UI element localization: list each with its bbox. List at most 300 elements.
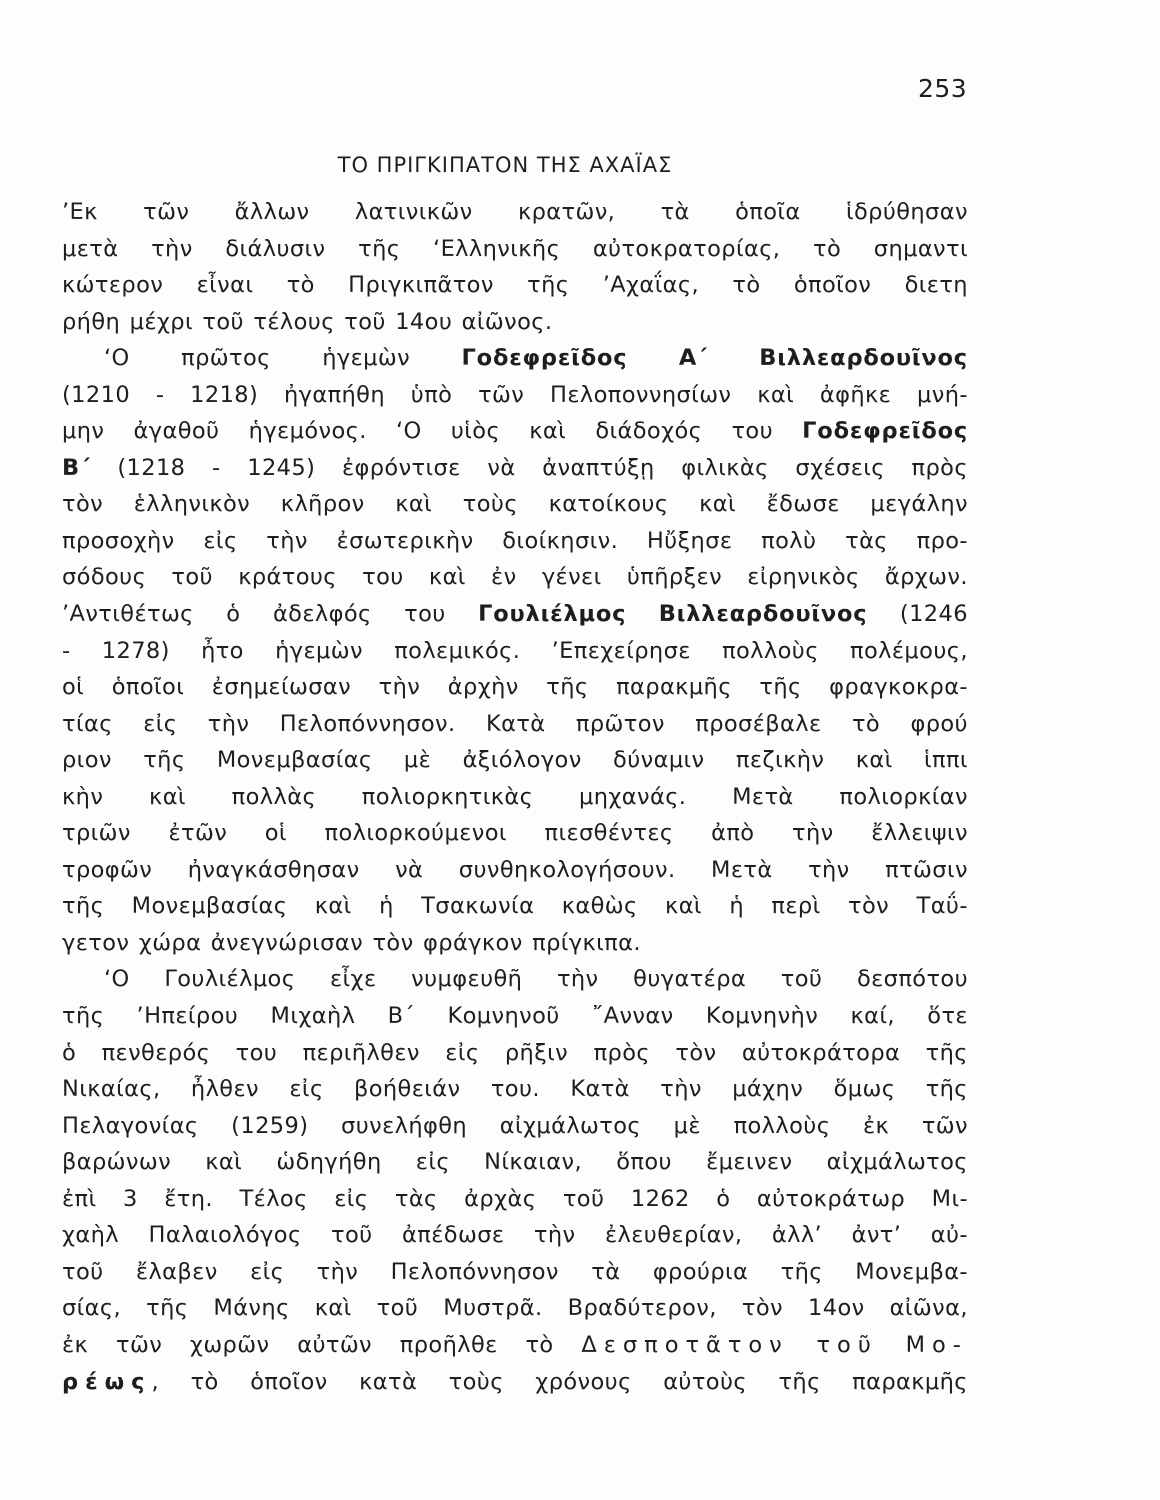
- word: [191, 1364, 219, 1401]
- word-part: ἀξιόλογον: [462, 747, 582, 774]
- word-part: ἀλλ’: [771, 1222, 823, 1249]
- word-part: Μετὰ: [732, 783, 794, 810]
- word: [164, 1181, 213, 1218]
- word-part: καὶ: [665, 893, 702, 920]
- chapter-title: ΤΟ ΠΡΙΓΚΙΠΑΤΟΝ ΤΗΣ ΑΧΑΪΑΣ: [337, 153, 673, 177]
- word-part: ἠναγκάσθησαν: [187, 856, 360, 883]
- word: [191, 1071, 259, 1108]
- word-part: ,: [151, 1368, 160, 1395]
- word: [605, 1217, 742, 1254]
- word: [429, 559, 466, 596]
- word-part: ἄρχων.: [884, 564, 968, 591]
- word: [116, 1327, 162, 1364]
- word: [484, 1144, 582, 1181]
- text-line: [62, 1071, 968, 1108]
- word-part: εἰς: [334, 1185, 369, 1212]
- word: [208, 706, 250, 743]
- word-part: ἐσημείωσαν: [211, 674, 352, 701]
- word-part: τοὺς: [462, 491, 518, 518]
- text-line: [62, 523, 968, 560]
- word: [62, 669, 84, 706]
- word-part: αὐτοκράτωρ: [756, 1185, 906, 1212]
- word-part: του.: [490, 1076, 540, 1103]
- word: [857, 961, 968, 998]
- word: [62, 1181, 97, 1218]
- word-part: τὸ: [286, 272, 315, 299]
- word: [462, 340, 628, 377]
- word-part: ἀδελφός: [272, 601, 372, 628]
- word-part: Πελοπόννησον.: [279, 710, 456, 737]
- word-part: κρατῶν,: [517, 199, 616, 225]
- text-line: [62, 1327, 968, 1364]
- word: [423, 925, 523, 962]
- word-part: καὶ: [314, 893, 352, 920]
- word: [62, 450, 91, 487]
- word-part: διάλυσιν: [225, 235, 326, 262]
- word: [171, 559, 213, 596]
- word-part: αἰῶνος.: [461, 308, 553, 335]
- word: [663, 1364, 747, 1401]
- word-part: Β΄: [62, 454, 91, 481]
- word: [900, 596, 968, 633]
- word-part: παρακμῆς: [852, 1368, 968, 1395]
- word: [871, 815, 968, 852]
- word: [201, 633, 244, 670]
- word-part: Μάνης: [213, 1295, 290, 1322]
- word: [168, 815, 227, 852]
- word-part: τὴν: [151, 235, 193, 262]
- word: [757, 377, 794, 414]
- word-part: τριῶν: [62, 820, 131, 847]
- word: [236, 1035, 278, 1072]
- text-line: [62, 1108, 968, 1145]
- word: [535, 1364, 631, 1401]
- word-part: συνθηκολογήσουν.: [458, 856, 676, 883]
- word: [317, 1254, 359, 1291]
- word: [734, 1108, 831, 1145]
- word: [250, 1364, 327, 1401]
- text-line: [62, 1364, 968, 1401]
- word-part: τὴν: [207, 710, 250, 737]
- text-line: [62, 596, 968, 633]
- word: [732, 267, 760, 304]
- word: [395, 852, 423, 889]
- word: [926, 1071, 968, 1108]
- word: [395, 1181, 438, 1218]
- word: [518, 194, 615, 231]
- word: [500, 1108, 641, 1145]
- word: [447, 998, 559, 1035]
- word: [906, 1327, 968, 1364]
- word-part: Μετὰ: [711, 856, 773, 883]
- word-part: ἡ: [379, 893, 394, 920]
- word-part: Β΄: [387, 1003, 416, 1030]
- word: [276, 1144, 381, 1181]
- word: [462, 304, 553, 341]
- word-part: μάχην: [732, 1076, 804, 1103]
- word: [62, 1327, 88, 1364]
- word-part: τοῦ: [562, 1185, 605, 1212]
- word-part: τὴν: [660, 1076, 702, 1103]
- word: [134, 486, 250, 523]
- word-part: αὐτοκρατορίας,: [592, 235, 781, 262]
- word: [890, 1290, 968, 1327]
- word-part: προσοχὴν: [62, 527, 175, 554]
- word: [711, 852, 773, 889]
- word: [359, 1364, 417, 1401]
- word: [633, 961, 746, 998]
- word-part: Α΄: [678, 345, 708, 372]
- word: [130, 304, 193, 341]
- word-part: Βιλλεαρδουῖνος: [658, 601, 868, 628]
- word-part: τῆς: [358, 235, 401, 262]
- word: [62, 231, 118, 268]
- word: [62, 1217, 119, 1254]
- word-part: ὅπου: [616, 1149, 672, 1176]
- word-part: Μιχαὴλ: [270, 1003, 356, 1030]
- word: [344, 304, 386, 341]
- word-part: Μο-: [905, 1331, 968, 1358]
- word: [631, 1181, 690, 1218]
- text-line: [62, 925, 968, 962]
- word-part: ὁ: [226, 601, 241, 628]
- word-part: εἰρηνικὸς: [747, 564, 860, 591]
- word: [62, 1071, 161, 1108]
- word: [852, 706, 880, 743]
- word: [593, 231, 781, 268]
- word: [315, 888, 352, 925]
- word-part: ἀντ’: [851, 1222, 902, 1249]
- word-part: τοῦ: [171, 564, 213, 591]
- word: [62, 633, 71, 670]
- word-part: ’Αχαΐας,: [602, 272, 700, 299]
- word: [181, 340, 271, 377]
- word-part: γένει: [541, 564, 602, 591]
- word: [851, 998, 895, 1035]
- word-part: διοίκησιν.: [502, 527, 619, 554]
- word: [404, 596, 446, 633]
- word-part: ἠγαπήθη: [283, 381, 386, 408]
- word-part: πολεμικός.: [394, 637, 521, 664]
- word-part: ἔλλειψιν: [871, 820, 968, 847]
- word-part: 1245): [247, 454, 316, 481]
- word-part: τὰ: [660, 199, 690, 225]
- word: [794, 267, 871, 304]
- word-part: Δεσποτᾶτον: [581, 1331, 789, 1358]
- word-part: ἐλευθερίαν,: [604, 1222, 743, 1249]
- word-part: του: [362, 564, 404, 591]
- word-part: -: [212, 454, 221, 481]
- text-line: [62, 961, 968, 998]
- word: [212, 450, 221, 487]
- word: [231, 1108, 308, 1145]
- word-part: Πελαγονίας: [62, 1112, 199, 1139]
- word: [679, 340, 708, 377]
- word: [379, 888, 394, 925]
- word-part: αἰχμάλωτος: [499, 1112, 641, 1139]
- text-line: [62, 231, 968, 268]
- word-part: Τσακωνία: [421, 893, 535, 920]
- word: [761, 523, 816, 560]
- word: [112, 669, 184, 706]
- word-part: ἀνεγνώρισαν: [210, 929, 364, 956]
- word-part: κράτους: [238, 564, 337, 591]
- word: [225, 231, 325, 268]
- word: [62, 742, 112, 779]
- word-part: τῆς: [780, 1258, 823, 1285]
- word-part: πρίγκιπα.: [532, 929, 641, 956]
- word: [62, 523, 175, 560]
- word: [102, 633, 170, 670]
- word-part: τὸν: [848, 893, 890, 920]
- word-part: (1218: [117, 454, 186, 481]
- word: [931, 1217, 968, 1254]
- word-part: ἐκ: [862, 1112, 890, 1139]
- word: [104, 340, 130, 377]
- word: [156, 377, 165, 414]
- word: [546, 669, 588, 706]
- word: [348, 267, 494, 304]
- word-part: σίας,: [62, 1295, 122, 1322]
- word: [303, 1035, 420, 1072]
- word: [616, 669, 732, 706]
- word: [190, 377, 258, 414]
- word-part: ἱππι: [924, 747, 968, 774]
- word: [757, 1181, 905, 1218]
- word: [134, 413, 220, 450]
- word: [421, 888, 534, 925]
- word: [271, 998, 356, 1035]
- word: [62, 815, 131, 852]
- text-line: [62, 267, 968, 304]
- word: [197, 267, 254, 304]
- word-part: καὶ: [757, 381, 795, 408]
- word-part: Ηὔξησε: [646, 527, 733, 554]
- word: [681, 450, 768, 487]
- word: [870, 486, 968, 523]
- word-part: ὁ: [716, 1185, 731, 1212]
- page-number: 253: [918, 74, 968, 103]
- word: [885, 852, 968, 889]
- word-part: Γοδεφρεῖδος: [461, 345, 628, 372]
- word-part: τῆς: [62, 893, 105, 920]
- word-part: ὑπῆρξεν: [626, 564, 723, 591]
- word: [266, 523, 308, 560]
- word-part: τὸ: [732, 272, 761, 299]
- word-part: πενθερός: [101, 1039, 211, 1066]
- word: [926, 1035, 968, 1072]
- word-part: ἡ: [729, 893, 745, 920]
- text-line: [62, 1181, 968, 1218]
- word-part: Πελοποννησίων: [550, 381, 732, 408]
- word-part: τὸν: [675, 1039, 717, 1066]
- word: [151, 231, 193, 268]
- word: [532, 925, 641, 962]
- word-part: Παλαιολόγος: [148, 1222, 302, 1249]
- word-part: χωρῶν: [189, 1331, 270, 1358]
- word: [527, 267, 569, 304]
- word-part: τῆς: [759, 674, 802, 701]
- word-part: πεζικὴν: [735, 747, 825, 774]
- word-part: φραγκοκρα-: [829, 674, 968, 701]
- word: [855, 1254, 968, 1291]
- word-part: Βραδύτερον,: [567, 1295, 717, 1322]
- word-part: τὰ: [591, 1258, 621, 1285]
- word: [525, 1327, 553, 1364]
- word-part: ὑπὸ: [410, 381, 453, 408]
- word-part: τῆς: [925, 1076, 968, 1103]
- word: [411, 377, 453, 414]
- word: [771, 888, 820, 925]
- word-part: τοῦ: [344, 308, 386, 335]
- word: [284, 377, 385, 414]
- word: [212, 669, 351, 706]
- word: [834, 1071, 896, 1108]
- word: [355, 194, 473, 231]
- word: [478, 377, 524, 414]
- word: [491, 1071, 540, 1108]
- word-part: Πριγκιπᾶτον: [348, 272, 494, 299]
- word: [885, 559, 968, 596]
- text-line: [62, 633, 968, 670]
- word: [391, 1254, 559, 1291]
- word: [747, 559, 859, 596]
- word: [542, 559, 602, 596]
- word: [581, 1327, 788, 1364]
- word-part: (1246: [899, 601, 968, 628]
- word: [62, 1364, 159, 1401]
- word: [529, 413, 566, 450]
- word: [603, 267, 699, 304]
- word-part: βοήθειάν: [353, 1076, 461, 1103]
- word: [550, 377, 731, 414]
- word: [856, 742, 893, 779]
- word: [143, 706, 177, 743]
- word: [742, 1290, 783, 1327]
- word: [395, 486, 432, 523]
- word: [729, 888, 744, 925]
- word: [665, 888, 702, 925]
- word-part: ἡγεμὼν: [322, 345, 411, 372]
- word: [341, 1108, 467, 1145]
- word: [449, 1364, 504, 1401]
- word-part: Κατὰ: [485, 710, 546, 737]
- word-part: αὐτῶν: [297, 1331, 373, 1358]
- word-part: ’Εκ: [62, 199, 98, 225]
- word-part: Μονεμβα-: [855, 1258, 968, 1285]
- word: [404, 742, 431, 779]
- word-part: Κατὰ: [570, 1076, 630, 1103]
- word: [839, 779, 968, 816]
- word-part: ‘Ο: [395, 418, 422, 445]
- word: [846, 194, 968, 231]
- word-part: Γουλιέλμος: [478, 601, 627, 628]
- word-part: φράγκον: [423, 929, 523, 956]
- word: [478, 596, 626, 633]
- word: [331, 1217, 373, 1254]
- word-part: ἡγεμὼν: [275, 637, 363, 664]
- word: [132, 888, 288, 925]
- word: [591, 1254, 620, 1291]
- word-part: τῶν: [478, 381, 525, 408]
- word-part: τὸ: [190, 1368, 219, 1395]
- word-part: παρακμῆς: [616, 674, 732, 701]
- word: [661, 194, 690, 231]
- word: [62, 779, 103, 816]
- word-part: δύναμιν: [613, 747, 705, 774]
- word-part: κώτερον: [62, 272, 164, 299]
- word: [62, 888, 104, 925]
- word: [568, 1290, 717, 1327]
- text-line: [62, 815, 968, 852]
- word: [576, 706, 665, 743]
- word-part: (1259): [231, 1112, 309, 1139]
- word: [613, 742, 704, 779]
- word-part: ’Ηπείρου: [136, 1003, 239, 1030]
- text-line: [62, 304, 968, 341]
- word-part: ἀπὸ: [711, 820, 755, 847]
- word: [922, 1108, 968, 1145]
- word: [337, 523, 474, 560]
- word: [674, 1108, 701, 1145]
- word-part: Νίκαιαν,: [484, 1149, 583, 1176]
- word: [592, 998, 674, 1035]
- word-part: τοῦ: [62, 1258, 104, 1285]
- word-part: βαρώνων: [62, 1149, 172, 1176]
- word: [736, 742, 824, 779]
- word: [732, 1071, 803, 1108]
- word-part: εἰς: [203, 527, 238, 554]
- word-part: Νικαίας,: [62, 1076, 161, 1103]
- word-part: αὐτοκράτορα: [741, 1039, 901, 1066]
- word-part: ἐπὶ: [62, 1185, 97, 1212]
- word-part: γετον: [62, 929, 130, 956]
- word: [742, 1035, 900, 1072]
- word: [660, 1071, 702, 1108]
- word-part: ρήθη: [62, 308, 121, 335]
- word: [394, 633, 520, 670]
- word-part: εἶχε: [329, 966, 377, 993]
- word: [62, 559, 146, 596]
- word: [232, 779, 316, 816]
- word-part: αὐ-: [930, 1222, 968, 1249]
- text-line: [62, 450, 968, 487]
- word-part: -: [62, 637, 71, 664]
- word: [396, 413, 422, 450]
- word-part: καὶ: [428, 564, 466, 591]
- word-part: ἐκ: [62, 1331, 89, 1358]
- word-part: μὲ: [403, 747, 432, 774]
- word: [249, 413, 367, 450]
- word-part: τὴν: [556, 966, 599, 993]
- word-part: 1218): [190, 381, 259, 408]
- word: [595, 413, 702, 450]
- word-part: εἰς: [415, 1149, 450, 1176]
- word-part: νὰ: [395, 856, 424, 883]
- text-line: [62, 852, 968, 889]
- text-line: [62, 377, 968, 414]
- word-part: φρού: [910, 710, 968, 737]
- word: [552, 633, 691, 670]
- word-part: του: [731, 418, 773, 445]
- word-part: τὴν: [378, 674, 421, 701]
- word: [62, 413, 104, 450]
- body-text: [62, 194, 968, 1400]
- word: [62, 267, 163, 304]
- word-part: τὴν: [266, 527, 308, 554]
- word-part: τῆς: [146, 1295, 189, 1322]
- word-part: πρὸς: [911, 454, 968, 481]
